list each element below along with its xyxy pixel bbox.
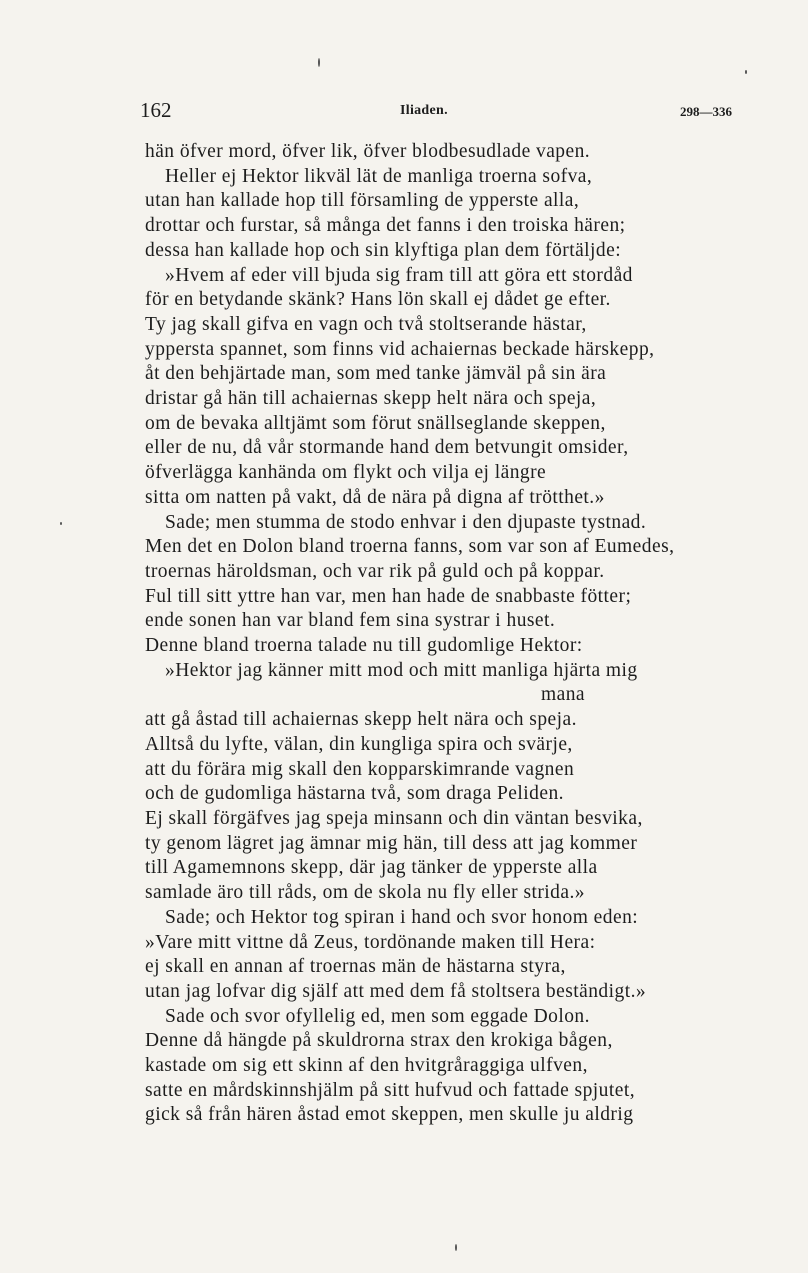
text-line: öfverlägga kanhända om flykt och vilja ej längre xyxy=(145,462,547,484)
text-line: Denne då hängde på skuldrorna strax den krokiga bågen, xyxy=(145,1030,613,1052)
text-line: Sade och svor ofyllelig ed, men som eggade Dolon. xyxy=(165,1005,590,1027)
page-header xyxy=(140,98,732,124)
text-line: Ty jag skall gifva en vagn och två stoltserande hästar, xyxy=(145,313,587,335)
text-line-continuation: mana xyxy=(540,684,585,706)
text-line: dessa han kallade hop och sin klyftiga plan dem förtäljde: xyxy=(145,239,622,261)
text-line: Sade; men stumma de stodo enhvar i den djupaste tystnad. xyxy=(165,511,647,533)
text-line: samlade äro till råds, om de skola nu fly eller strida.» xyxy=(145,882,586,904)
text-line: gick så från hären åstad emot skeppen, men skulle ju aldrig xyxy=(145,1104,634,1126)
text-line: Men det en Dolon bland troerna fanns, som var son af Eumedes, xyxy=(145,536,675,558)
text-line: Sade; och Hektor tog spiran i hand och svor honom eden: xyxy=(165,906,639,928)
text-line: till Agamemnons skepp, där jag tänker de ypperste alla xyxy=(145,857,598,879)
text-line: åt den behjärtade man, som med tanke jämväl på sin ära xyxy=(145,363,607,385)
scan-speck xyxy=(745,70,747,74)
scan-speck xyxy=(60,522,62,525)
text-line: om de bevaka alltjämt som förut snällseglande skeppen, xyxy=(145,412,606,434)
text-line: Heller ej Hektor likväl lät de manliga troerna sofva, xyxy=(165,165,593,187)
page-number: 162 xyxy=(140,98,172,122)
scan-speck xyxy=(318,58,320,67)
text-line: satte en mårdskinnshjälm på sitt hufvud och fattade spjutet, xyxy=(145,1079,636,1101)
text-line: »Hektor jag känner mitt mod och mitt manliga hjärta mig xyxy=(165,659,638,681)
text-line: utan jag lofvar dig själf att med dem få stoltsera beständigt.» xyxy=(145,980,647,1002)
scan-speck xyxy=(455,1244,457,1251)
text-line: utan han kallade hop till församling de ypperste alla, xyxy=(145,190,580,212)
text-line: för en betydande skänk? Hans lön skall ej dådet ge efter. xyxy=(145,289,611,311)
text-line: att du förära mig skall den kopparskimrande vagnen xyxy=(145,758,575,780)
text-line: Denne bland troerna talade nu till gudomlige Hektor: xyxy=(145,635,583,657)
text-line: troernas häroldsman, och var rik på guld och på koppar. xyxy=(145,560,605,582)
text-line: hän öfver mord, öfver lik, öfver blodbesudlade vapen. xyxy=(145,141,591,162)
text-line: ende sonen han var bland fem sina systrar i huset. xyxy=(145,610,556,632)
text-line: »Hvem af eder vill bjuda sig fram till att göra ett stordåd xyxy=(165,264,633,286)
text-line: och de gudomliga hästarna två, som draga Peliden. xyxy=(145,783,564,805)
text-line: dristar gå hän till achaiernas skepp helt nära och speja, xyxy=(145,388,597,410)
poem-text xyxy=(145,140,735,1128)
text-line: Ej skall förgäfves jag speja minsann och din väntan besvika, xyxy=(145,807,643,829)
text-line: »Vare mitt vittne då Zeus, tordönande maken till Hera: xyxy=(145,931,596,953)
text-line: kastade om sig ett skinn af den hvitgråraggiga ulfven, xyxy=(145,1055,588,1077)
text-line: eller de nu, då vår stormande hand dem betvungit omsider, xyxy=(145,437,629,459)
text-line: yppersta spannet, som finns vid achaiernas beckade härskepp, xyxy=(145,338,655,360)
text-line: sitta om natten på vakt, då de nära på digna af trötthet.» xyxy=(145,486,605,508)
running-title: Iliaden. xyxy=(400,103,448,118)
text-line: ej skall en annan af troernas män de hästarna styra, xyxy=(145,956,566,978)
text-line: Ful till sitt yttre han var, men han hade de snabbaste fötter; xyxy=(145,585,632,607)
text-line: att gå åstad till achaiernas skepp helt nära och speja. xyxy=(145,709,577,731)
text-line: drottar och furstar, så många det fanns i den troiska hären; xyxy=(145,215,626,237)
text-line: ty genom lägret jag ämnar mig hän, till dess att jag kommer xyxy=(145,832,638,854)
line-range: 298—336 xyxy=(680,104,732,119)
text-line: Alltså du lyfte, välan, din kungliga spira och svärje, xyxy=(145,733,573,755)
